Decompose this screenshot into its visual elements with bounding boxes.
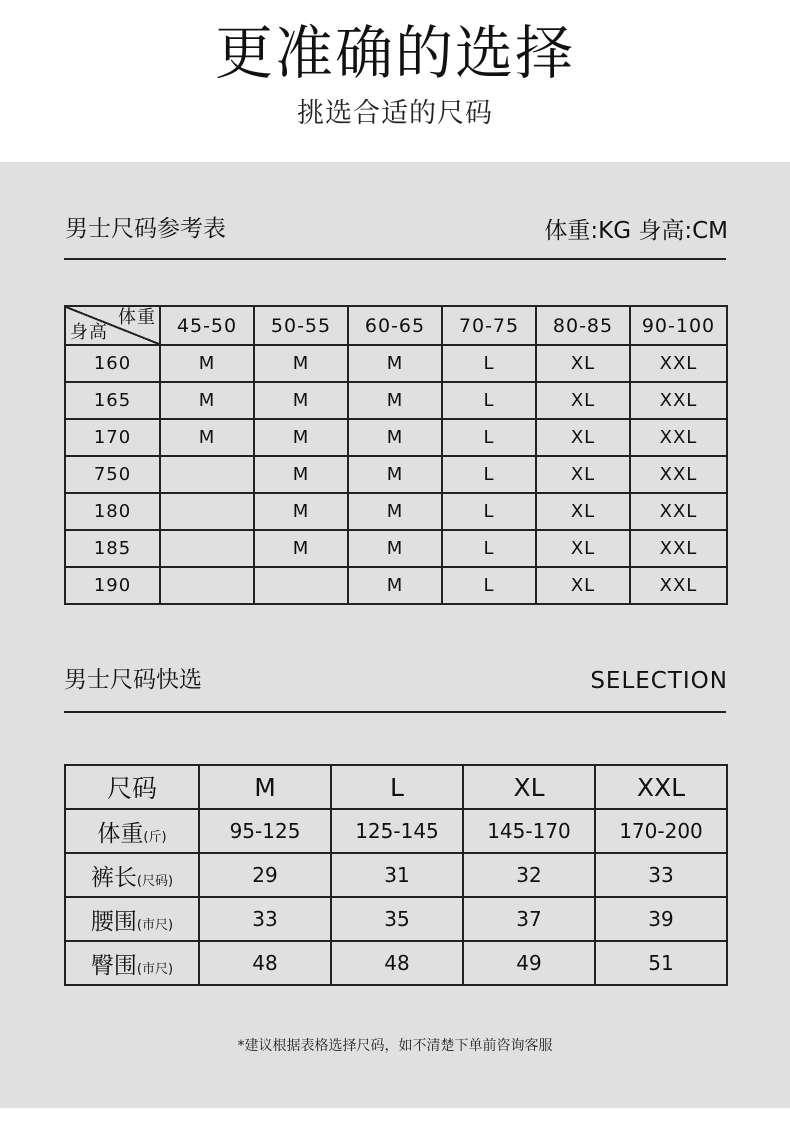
size-cell: M <box>348 530 442 567</box>
measure-cell: 95-125 <box>199 809 331 853</box>
size-cell: M <box>348 345 442 382</box>
section-divider <box>64 711 726 713</box>
size-reference-table <box>64 305 728 605</box>
size-cell: XL <box>536 419 630 456</box>
height-cell: 165 <box>65 382 160 419</box>
size-cell: M <box>160 345 254 382</box>
size-cell: L <box>442 530 536 567</box>
table-row <box>65 897 727 941</box>
measure-cell: 33 <box>595 853 727 897</box>
size-cell: M <box>254 345 348 382</box>
size-column-header: M <box>199 765 331 809</box>
size-cell: XXL <box>630 456 727 493</box>
weight-column-header: 60-65 <box>348 306 442 345</box>
size-cell: XL <box>536 345 630 382</box>
weight-column-header: 90-100 <box>630 306 727 345</box>
size-cell: L <box>442 419 536 456</box>
size-cell: XXL <box>630 419 727 456</box>
size-cell: M <box>348 382 442 419</box>
height-cell: 180 <box>65 493 160 530</box>
bottom-strip <box>0 1108 790 1125</box>
page-subtitle: 挑选合适的尺码 <box>297 98 493 129</box>
table-header-row <box>65 765 727 809</box>
weight-column-header: 45-50 <box>160 306 254 345</box>
page-title: 更准确的选择 <box>214 19 575 87</box>
table-header-row <box>65 306 727 345</box>
size-cell: L <box>442 345 536 382</box>
measure-cell: 48 <box>331 941 463 985</box>
size-column-header: L <box>331 765 463 809</box>
size-cell: M <box>348 456 442 493</box>
measure-cell: 31 <box>331 853 463 897</box>
height-cell: 170 <box>65 419 160 456</box>
size-cell: XXL <box>630 382 727 419</box>
hero-header <box>0 0 790 162</box>
corner-weight-label: 体重 <box>118 307 156 328</box>
footer-note: *建议根据表格选择尺码，如不清楚下单前咨询客服 <box>237 1038 553 1054</box>
measure-cell: 125-145 <box>331 809 463 853</box>
size-cell: M <box>254 456 348 493</box>
corner-height-label: 身高 <box>70 322 108 343</box>
table-row <box>65 809 727 853</box>
size-cell: XL <box>536 530 630 567</box>
table-row <box>65 530 727 567</box>
measure-cell: 32 <box>463 853 595 897</box>
quick-select-title: 男士尺码快选 <box>64 667 202 693</box>
quick-size-table <box>64 764 728 986</box>
measure-label: 腰围 <box>90 908 137 935</box>
height-cell: 160 <box>65 345 160 382</box>
measure-label-cell <box>65 853 199 897</box>
size-cell: M <box>254 382 348 419</box>
height-cell: 190 <box>65 567 160 604</box>
size-cell: L <box>442 567 536 604</box>
size-cell: XXL <box>630 493 727 530</box>
table-row <box>65 456 727 493</box>
measure-cell: 51 <box>595 941 727 985</box>
measure-cell: 49 <box>463 941 595 985</box>
size-cell: M <box>348 419 442 456</box>
size-cell: M <box>254 493 348 530</box>
size-cell <box>160 493 254 530</box>
size-cell: M <box>348 567 442 604</box>
size-cell: L <box>442 493 536 530</box>
table-row <box>65 567 727 604</box>
measure-cell: 29 <box>199 853 331 897</box>
corner-cell <box>65 306 160 345</box>
size-cell: M <box>254 530 348 567</box>
measure-label: 体重 <box>97 820 144 847</box>
size-cell: M <box>160 419 254 456</box>
size-cell: XL <box>536 567 630 604</box>
measure-cell: 170-200 <box>595 809 727 853</box>
measure-label-cell <box>65 809 199 853</box>
size-cell: M <box>160 382 254 419</box>
table-row <box>65 493 727 530</box>
size-cell <box>160 567 254 604</box>
measure-label: 裤长 <box>90 864 137 891</box>
table-row <box>65 382 727 419</box>
measure-unit: (尺码) <box>136 873 174 889</box>
size-column-header: XXL <box>595 765 727 809</box>
height-cell: 185 <box>65 530 160 567</box>
measure-cell: 33 <box>199 897 331 941</box>
reference-table-title: 男士尺码参考表 <box>65 216 226 242</box>
measure-label-cell <box>65 897 199 941</box>
measure-cell: 39 <box>595 897 727 941</box>
size-cell: XL <box>536 493 630 530</box>
table-row <box>65 853 727 897</box>
size-cell: M <box>348 493 442 530</box>
measure-cell: 35 <box>331 897 463 941</box>
units-label: 体重:KG 身高:CM <box>544 218 728 244</box>
measure-label-cell <box>65 941 199 985</box>
size-cell: M <box>254 419 348 456</box>
size-cell: XXL <box>630 530 727 567</box>
size-header-label: 尺码 <box>65 765 199 809</box>
weight-column-header: 80-85 <box>536 306 630 345</box>
size-cell: XL <box>536 382 630 419</box>
table-row <box>65 419 727 456</box>
measure-cell: 48 <box>199 941 331 985</box>
measure-label: 臀围 <box>90 952 137 979</box>
table-row <box>65 345 727 382</box>
weight-column-header: 50-55 <box>254 306 348 345</box>
measure-cell: 145-170 <box>463 809 595 853</box>
size-cell: XXL <box>630 567 727 604</box>
measure-unit: (斤) <box>143 829 167 845</box>
height-cell: 750 <box>65 456 160 493</box>
size-cell: L <box>442 456 536 493</box>
size-cell: L <box>442 382 536 419</box>
weight-column-header: 70-75 <box>442 306 536 345</box>
measure-unit: (市尺) <box>136 917 174 933</box>
size-cell <box>160 456 254 493</box>
size-cell <box>254 567 348 604</box>
measure-cell: 37 <box>463 897 595 941</box>
size-cell <box>160 530 254 567</box>
size-column-header: XL <box>463 765 595 809</box>
table-row <box>65 941 727 985</box>
selection-label: SELECTION <box>590 668 728 694</box>
size-cell: XXL <box>630 345 727 382</box>
section-divider <box>64 258 726 260</box>
size-cell: XL <box>536 456 630 493</box>
measure-unit: (市尺) <box>136 961 174 977</box>
